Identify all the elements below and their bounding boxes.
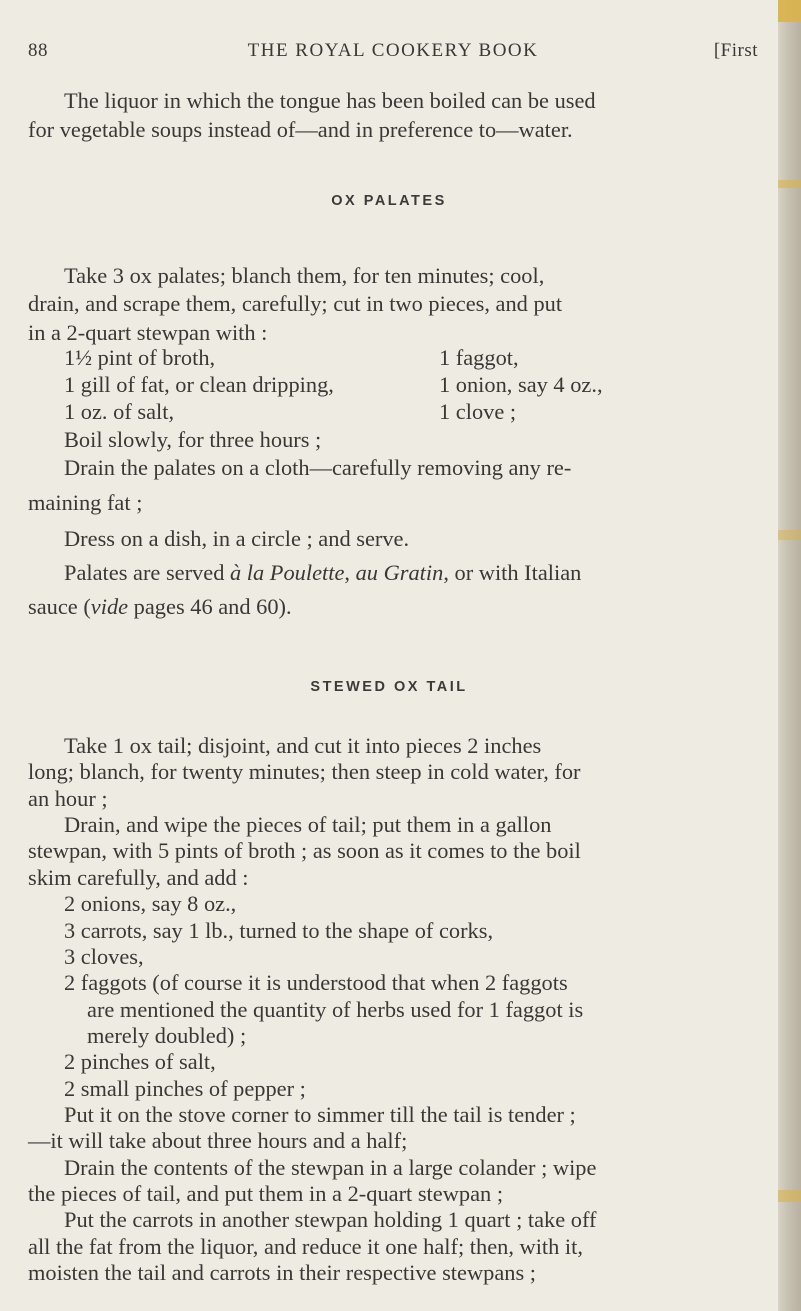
tail-ingredient-cloves: 3 cloves, — [64, 944, 144, 969]
palates-ingredient-left-3: 1 oz. of salt, — [64, 399, 175, 424]
sauce-prefix: sauce ( — [28, 594, 91, 619]
tail-line-simmer: Put it on the stove corner to simmer till the tail is tender ; — [64, 1102, 576, 1127]
section-marker: [First — [713, 40, 758, 61]
tail-line-wipe: the pieces of tail, and put them in a 2-quart stewpan ; — [28, 1181, 504, 1206]
palates-after-4: Dress on a dish, in a circle ; and serve. — [64, 526, 410, 551]
running-title: THE ROYAL COOKERY BOOK — [247, 40, 539, 61]
palates-ingredient-right-3: 1 clove ; — [439, 399, 517, 424]
palates-line-3: in a 2-quart stewpan with : — [28, 320, 268, 345]
served-suffix: , or with Italian — [443, 560, 582, 585]
served-italic-poulette: à la Poulette — [229, 560, 345, 585]
tail-ingredient-faggots-cont-2: merely doubled) ; — [87, 1023, 247, 1048]
palates-ingredient-left-2: 1 gill of fat, or clean dripping, — [64, 372, 334, 397]
section-heading-stewed-ox-tail: STEWED OX TAIL — [310, 679, 468, 695]
served-prefix: Palates are served — [64, 560, 230, 585]
edge-stain — [778, 180, 801, 188]
tail-line-3: an hour ; — [28, 786, 108, 811]
intro-line-1: The liquor in which the tongue has been boiled can be used — [64, 88, 596, 113]
tail-line-time: —it will take about three hours and a half; — [28, 1128, 408, 1153]
palates-ingredient-right-1: 1 faggot, — [439, 345, 519, 370]
tail-line-4: Drain, and wipe the pieces of tail; put them in a gallon — [64, 812, 552, 837]
intro-line-2: for vegetable soups instead of—and in preference to—water. — [28, 117, 573, 142]
page-header — [28, 40, 758, 70]
palates-after-1: Boil slowly, for three hours ; — [64, 427, 322, 452]
tail-line-carrots-stewpan: Put the carrots in another stewpan holding 1 quart ; take off — [64, 1207, 597, 1232]
tail-ingredient-faggots-cont-1: are mentioned the quantity of herbs used for 1 faggot is — [87, 997, 584, 1022]
page-number: 88 — [28, 40, 48, 61]
edge-stain — [778, 530, 801, 540]
tail-line-2: long; blanch, for twenty minutes; then steep in cold water, for — [28, 759, 581, 784]
tail-line-5: stewpan, with 5 pints of broth ; as soon as it comes to the boil — [28, 838, 581, 863]
palates-after-3: maining fat ; — [28, 490, 143, 515]
tail-line-reduce: all the fat from the liquor, and reduce it one half; then, with it, — [28, 1234, 583, 1259]
served-italic-gratin: au Gratin — [355, 560, 444, 585]
page-edge — [778, 0, 801, 1311]
tail-ingredient-faggots: 2 faggots (of course it is understood that when 2 faggots — [64, 970, 568, 995]
tail-ingredient-carrots: 3 carrots, say 1 lb., turned to the shape of corks, — [64, 918, 494, 943]
tail-line-moisten: moisten the tail and carrots in their respective stewpans ; — [28, 1260, 536, 1285]
tail-line-6: skim carefully, and add : — [28, 865, 249, 890]
tail-line-1: Take 1 ox tail; disjoint, and cut it into pieces 2 inches — [64, 733, 542, 758]
sauce-suffix: pages 46 and 60). — [128, 594, 292, 619]
palates-ingredient-left-1: 1½ pint of broth, — [64, 345, 216, 370]
tail-ingredient-pepper: 2 small pinches of pepper ; — [64, 1076, 306, 1101]
edge-stain-top — [778, 0, 801, 22]
palates-sauce-line — [28, 594, 292, 620]
edge-stain — [778, 1190, 801, 1202]
palates-served-line — [64, 560, 581, 586]
section-heading-ox-palates: OX PALATES — [331, 193, 447, 209]
sauce-italic-vide: vide — [90, 594, 129, 619]
palates-after-2: Drain the palates on a cloth—carefully removing any re- — [64, 455, 572, 480]
palates-line-1: Take 3 ox palates; blanch them, for ten minutes; cool, — [64, 263, 545, 288]
served-mid: , — [344, 560, 356, 585]
palates-ingredient-right-2: 1 onion, say 4 oz., — [439, 372, 603, 397]
tail-line-drain: Drain the contents of the stewpan in a large colander ; wipe — [64, 1155, 597, 1180]
tail-ingredient-salt: 2 pinches of salt, — [64, 1049, 216, 1074]
palates-line-2: drain, and scrape them, carefully; cut in two pieces, and put — [28, 291, 563, 316]
tail-ingredient-onions: 2 onions, say 8 oz., — [64, 891, 237, 916]
